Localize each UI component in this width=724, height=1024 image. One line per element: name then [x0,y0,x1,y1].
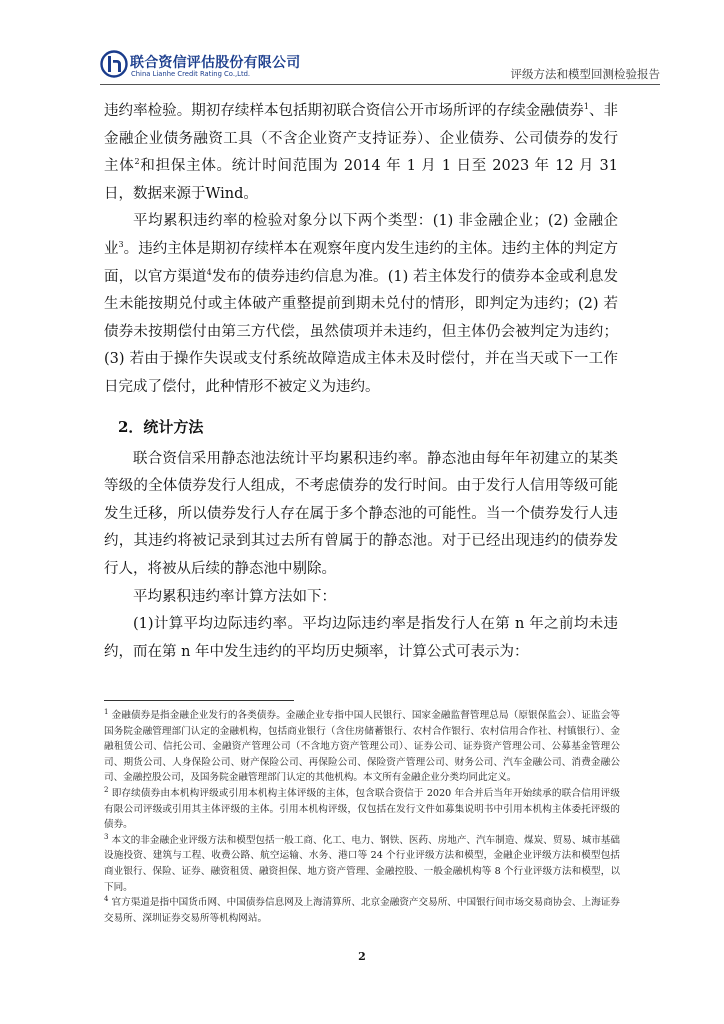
footnote-item: $^3$ 本文的非金融企业评级方法和模型包括一般工商、化工、电力、钢铁、医药、房地产、汽车制造、煤炭、贸易、城市基础设施投资、建筑与工程、收费公路、航空运输、水务、港口等 24 个行业评级方法和模型，金融企业评级方法和模型包括商业银行、保险、证券、融资租赁、融资担保、地方资产管理、金融控股、一般金融机构等 8 个行业评级方法和模型，以下同。 [104,832,620,893]
paragraph-calc-intro: 平均累积违约率计算方法如下： [133,588,336,605]
section-heading-statistical-method: 2．统计方法 [118,417,204,436]
paragraph-sample-scope: 违约率检验。期初存续样本包括期初联合资信公开市场所评的存续金融债券$^1$、非金融企业债务融资工具（不含企业资产支持证券）、企业债券、公司债券的发行主体$^2$和担保主体。统计时间范围为 2014 年 1 月 1 日至 2023 年 12 月 31 日，数据来源于Wind。 [104,102,619,202]
paragraph-marginal-default: (1)计算平均边际违约率。平均边际违约率是指发行人在第 n 年之前均未违约，而在第 n 年中发生违约的平均历史频率，计算公式可表示为： [104,616,618,660]
footnote-ref-1[interactable]: 1 [583,102,589,112]
footnote-ref-3[interactable]: 3 [118,240,124,250]
body-content [104,98,618,666]
paragraph-static-pool: 联合资信采用静态池法统计平均累积违约率。静态池由每年年初建立的某类等级的全体债券发行人组成，不考虑债券的发行时间。由于发行人信用等级可能发生迁移，所以债券发行人存在属于多个静态池的可能性。当一个债券发行人违约，其违约将被记录到其过去所有曾属于的静态池。对于已经出现违约的债券发行人，将被从后续的静态池中剔除。 [104,450,618,577]
page-header [100,42,660,82]
footnote-item: $^2$ 即存续债券由本机构评级或引用本机构主体评级的主体，包含联合资信于 2020 年合并后当年开始续承的联合信用评级有限公司评级或引用其主体评级的主体。引用本机构评级，仅包括在发行文件如募集说明书中引用本机构主体委托评级的债券。 [104,785,620,831]
report-title: 评级方法和模型回测检验报告 [510,67,660,81]
paragraph-default-definition: 平均累积违约率的检验对象分以下两个类型：(1) 非金融企业；(2) 金融企业$^3$。违约主体是期初存续样本在观察年度内发生违约的主体。违约主体的判定方面，以官方渠道$^4$发布的债券违约信息为准。(1) 若主体发行的债券本金或利息发生未能按期兑付或主体破产重整提前到期未兑付的情形，即判定为违约；(2) 若债券未按期偿付由第三方代偿，虽然债项并未违约，但主体仍会被判定为违约；(3) 若由于操作失误或支付系统故障造成主体未及时偿付，并在当天或下一工作日完成了偿付，此种情形不被定义为违约。 [104,213,619,395]
footnote-ref-4[interactable]: 4 [206,267,212,277]
header-divider [100,84,660,85]
company-name-cn: 联合资信评估股份有限公司 [130,55,301,71]
footnotes [104,708,620,926]
footnote-divider [104,700,294,701]
company-name-en: China Lianhe Credit Rating Co.,Ltd. [131,70,251,78]
footnote-item: $^4$ 官方渠道是指中国货币网、中国债券信息网及上海清算所、北京金融资产交易所、中国银行间市场交易商协会、上海证券交易所、深圳证券交易所等机构网站。 [104,894,620,924]
footnote-ref-2[interactable]: 2 [134,157,140,167]
footnote-item: $^1$ 金融债券是指金融企业发行的各类债券。金融企业专指中国人民银行、国家金融监督管理总局（原银保监会）、证监会等国务院金融管理部门认定的金融机构，包括商业银行（含住房储蓄银行、农村合作银行、农村信用合作社、村镇银行）、金融租赁公司、信托公司、金融资产管理公司（不含地方资产管理公司）、证券公司、证券资产管理公司、公募基金管理公司、期货公司、人身保险公司、财产保险公司、再保险公司、保险资产管理公司、财务公司、汽车金融公司、消费金融公司、金融控股公司，及国务院金融管理部门认定的其他机构。本文所有金融企业分类均同此定义。 [104,707,620,784]
page-number: 2 [358,950,366,963]
lianhe-logo-icon [100,50,128,78]
